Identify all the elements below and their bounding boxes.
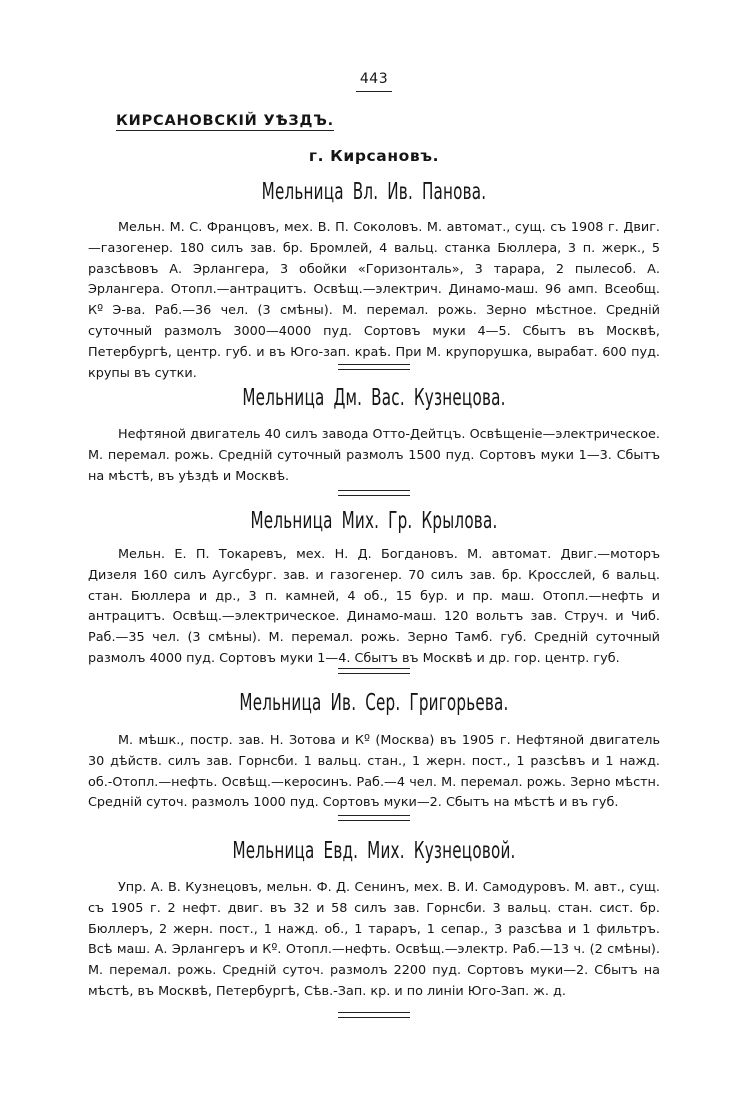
- mill-paragraph-kuznetsov: Нефтяной двигатель 40 силъ завода Отто-Дейтцъ. Освѣщеніе—электрическое. М. перемал. рожь. Средній суточный размолъ 1500 пуд. Сортовъ муки 1—3. Сбытъ на мѣстѣ, въ уѣздѣ и Москвѣ.: [88, 427, 660, 484]
- district-title: КИРСАНОВСКІЙ УѢЗДЪ.: [116, 113, 334, 129]
- mill-title-kuznetsova: Мельница Евд. Мих. Кузнецовой.: [232, 838, 516, 864]
- section-divider: [338, 1012, 410, 1018]
- mill-paragraph-kuznetsova: Упр. А. В. Кузнецовъ, мельн. Ф. Д. Сенинъ, мех. В. И. Самодуровъ. М. авт., сущ. съ 1905 г. 2 нефт. двиг. въ 32 и 58 силъ зав. Горнсби. 3 вальц. стан. сист. бр. Бюллеръ, 2 жерн. пост., 1 нажд. об., 1 тараръ, 1 сепар., 3 разсѣва и 1 фильтръ. Всѣ маш. А. Эрлангеръ и Кº. Отопл.—нефть. Освѣщ.—электр. Раб.—13 ч. (2 смѣны). М. перемал. рожь. Средній суточ. размолъ 2200 пуд. Сортовъ муки—2. Сбытъ на мѣстѣ, въ Москвѣ, Петербургѣ, Сѣв.-Зап. кр. и по линіи Юго-Зап. ж. д.: [88, 880, 660, 999]
- section-divider: [338, 490, 410, 496]
- mill-paragraph-grigoriev: М. мѣшк., постр. зав. Н. Зотова и Кº (Москва) въ 1905 г. Нефтяной двигатель 30 дѣйств. силъ зав. Горнсби. 1 вальц. стан., 1 жерн. пост., 1 разсѣвъ и 1 нажд. об.-Отопл.—нефть. Освѣщ.—керосинъ. Раб.—4 чел. М. перемал. рожь. Зерно мѣстн. Средній суточ. размолъ 1000 пуд. Сортовъ муки—2. Сбытъ на мѣстѣ и въ губ.: [88, 733, 660, 811]
- page-number: 443: [359, 71, 389, 87]
- mill-paragraph-krylov: Мельн. Е. П. Токаревъ, мех. Н. Д. Богдановъ. М. автомат. Двиг.—моторъ Дизеля 160 силъ Аугсбург. зав. и газогенер. 70 силъ зав. бр. Кросслей, 6 вальц. стан. Бюллера и др., 3 п. камней, 4 об., 15 бур. и пр. маш. Отопл.—нефть и антрацитъ. Освѣщ.—электрическое. Динамо-маш. 120 вольтъ зав. Струч. и Чиб. Раб.—35 чел. (3 смѣны). М. перемал. рожь. Зерно Тамб. губ. Средній суточный размолъ 4000 пуд. Сортовъ муки 1—4. Сбытъ въ Москвѣ и др. гор. центр. губ.: [88, 547, 660, 666]
- page-number-rule: [356, 91, 392, 92]
- section-divider: [338, 364, 410, 370]
- section-divider: [338, 668, 410, 674]
- mill-title-grigoriev: Мельница Ив. Сер. Григорьева.: [239, 690, 509, 716]
- city-title: г. Кирсановъ.: [308, 147, 440, 165]
- mill-title-panov: Мельница Вл. Ив. Панова.: [261, 179, 487, 205]
- section-divider: [338, 815, 410, 821]
- mill-title-krylov: Мельница Мих. Гр. Крылова.: [250, 508, 498, 534]
- mill-paragraph-panov: Мельн. М. С. Францовъ, мех. В. П. Соколовъ. М. автомат., сущ. съ 1908 г. Двиг.—газогенер. 180 силъ зав. бр. Бромлей, 4 вальц. станка Бюллера, 3 п. жерк., 5 разсѣвовъ А. Эрлангера, 3 обойки «Горизонталь», 3 тарара, 2 пылесоб. А. Эрлангера. Отопл.—антрацитъ. Освѣщ.—электрич. Динамо-маш. 96 амп. Всеобщ. Кº Э-ва. Раб.—36 чел. (3 смѣны). М. перемал. рожь. Зерно мѣстное. Средній суточный размолъ 3000—4000 пуд. Сортовъ муки 4—5. Сбытъ въ Москвѣ, Петербургѣ, центр. губ. и въ Юго-зап. краѣ. При М. крупорушка, вырабат. 600 пуд. крупы въ сутки.: [88, 220, 660, 381]
- mill-title-kuznetsov: Мельница Дм. Вас. Кузнецова.: [242, 385, 506, 411]
